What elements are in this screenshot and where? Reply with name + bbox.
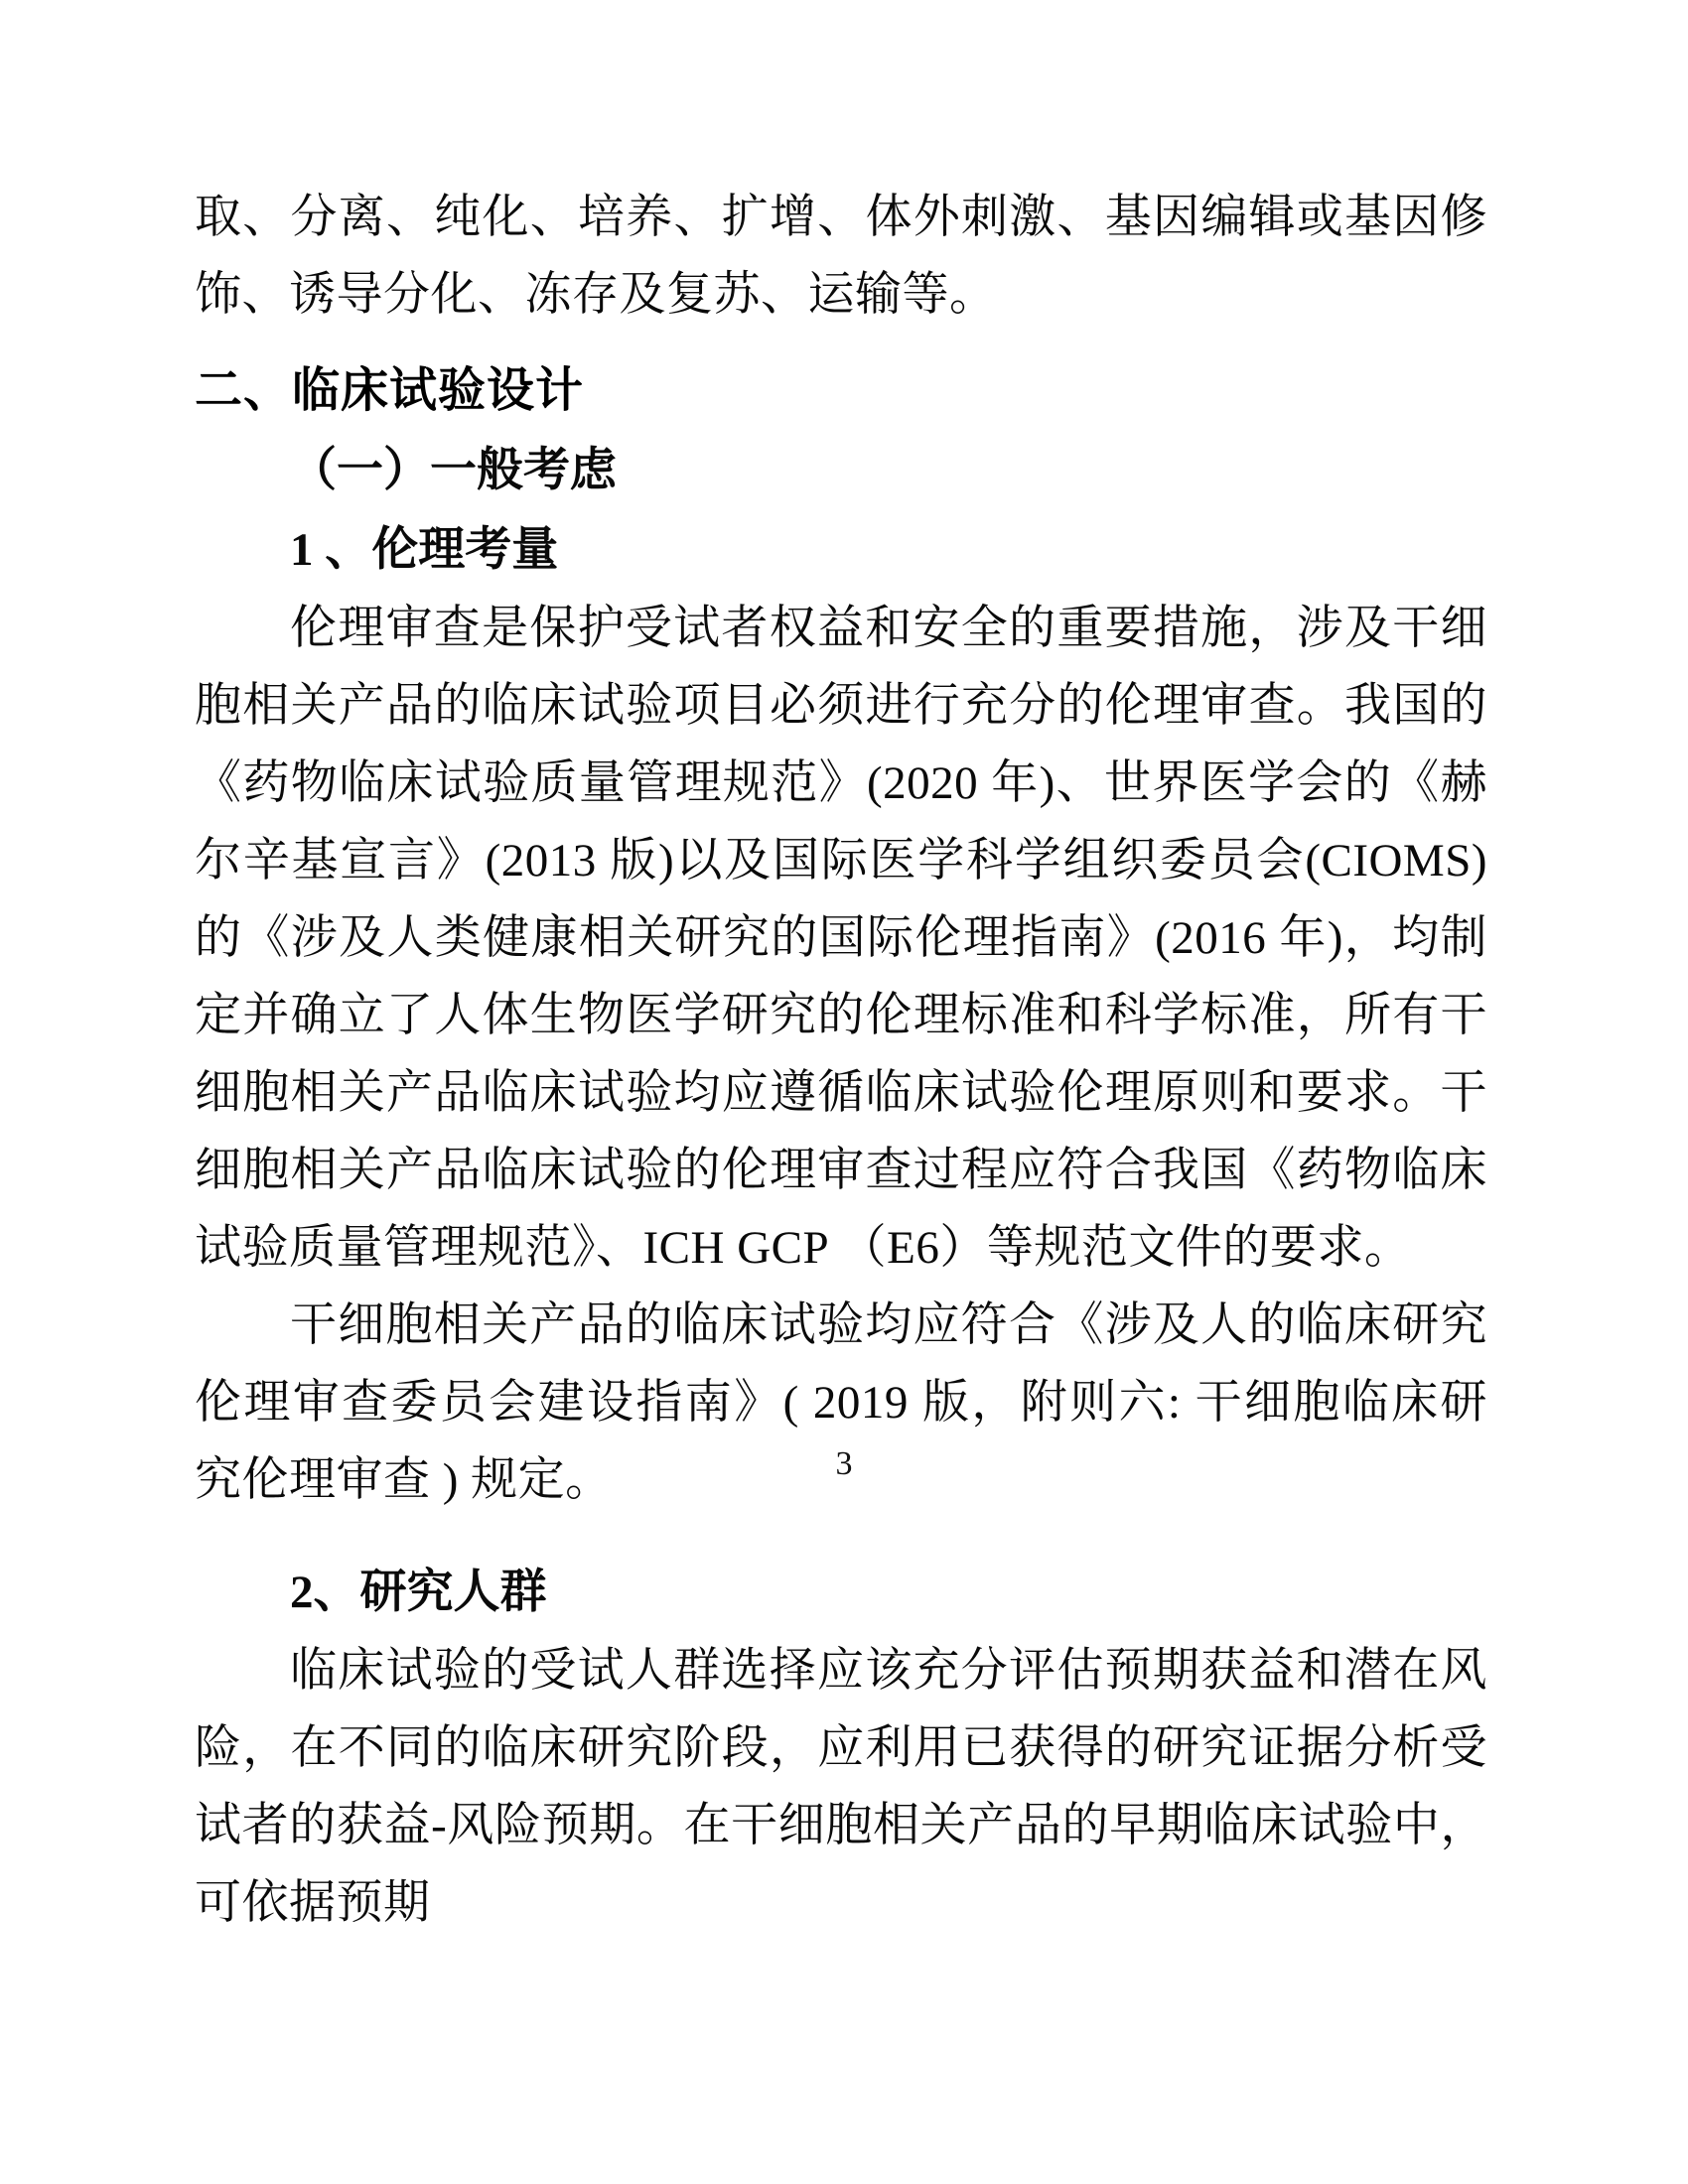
subsection-heading: （一）一般考虑	[290, 445, 617, 496]
item-heading-ethics: 1 、伦理考量	[290, 524, 559, 576]
page-number: 3	[835, 1445, 853, 1482]
carryover-paragraph: 取、分离、纯化、培养、扩增、体外刺激、基因编辑或基因修饰、诱导分化、冻存及复苏、运输等。	[195, 192, 1487, 321]
spacer	[195, 334, 1487, 351]
paragraph-ethics-review: 伦理审查是保护受试者权益和安全的重要措施，涉及干细胞相关产品的临床试验项目必须进行充分的伦理审查。我国的《药物临床试验质量管理规范》(2020 年)、世界医学会的《赫尔辛基宣言》(2013 版)以及国际医学科学组织委员会(CIOMS)的《涉及人类健康相关研究的国际伦理指南》(2016 年)，均制定并确立了人体生物医学研究的伦理标准和科学标准，所有干细胞相关产品临床试验均应遵循临床试验伦理原则和要求。干细胞相关产品临床试验的伦理审查过程应符合我国《药物临床试验质量管理规范》、ICH GCP （E6）等规范文件的要求。	[195, 603, 1487, 1274]
page-content	[195, 179, 1487, 1942]
item-heading-population: 2、研究人群	[290, 1567, 547, 1618]
paragraph-ethics-committee: 干细胞相关产品的临床试验均应符合《涉及人的临床研究伦理审查委员会建设指南》( 2019 版，附则六: 干细胞临床研究伦理审查 ) 规定。	[195, 1299, 1487, 1506]
section-heading: 二、临床试验设计	[195, 364, 585, 417]
paragraph-study-population: 临床试验的受试人群选择应该充分评估预期获益和潜在风险，在不同的临床研究阶段，应利用已获得的研究证据分析受试者的获益-风险预期。在干细胞相关产品的早期临床试验中，可依据预期	[195, 1645, 1487, 1929]
spacer	[195, 1519, 1487, 1553]
